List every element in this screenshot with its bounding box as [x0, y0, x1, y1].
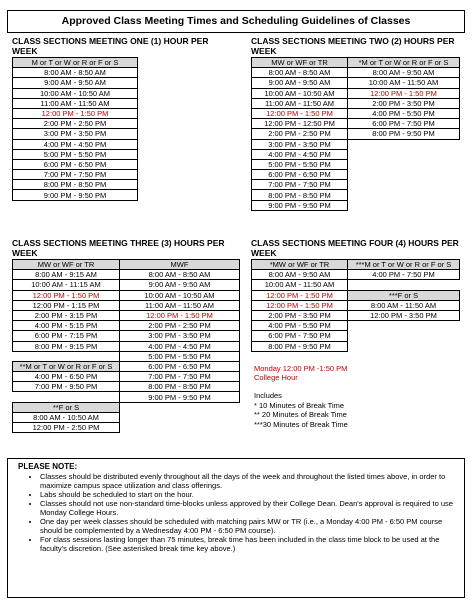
time-slot-cell: 5:00 PM - 5:50 PM	[13, 149, 138, 159]
table-row	[252, 78, 460, 88]
table-row	[13, 300, 240, 310]
time-slot-cell: 12:00 PM - 1:50 PM	[252, 290, 348, 300]
time-slot-cell: 4:00 PM - 4:50 PM	[252, 149, 348, 159]
time-slot-cell: 8:00 AM - 8:50 AM	[13, 68, 138, 78]
column-header: M or T or W or R or F or S	[13, 58, 138, 68]
table-row	[252, 119, 460, 129]
three-hours-section	[12, 239, 240, 433]
empty-cell	[120, 423, 240, 433]
table-row	[252, 270, 460, 280]
time-slot-cell: 3:00 PM - 3:50 PM	[13, 129, 138, 139]
time-slot-cell: 12:00 PM - 1:50 PM	[13, 108, 138, 118]
empty-cell	[348, 321, 460, 331]
table-row	[13, 139, 138, 149]
time-slot-cell: 6:00 PM - 7:50 PM	[348, 119, 460, 129]
time-slot-cell: 6:00 PM - 7:50 PM	[252, 331, 348, 341]
college-hour-note: Monday 12:00 PM -1:50 PM College Hour	[254, 364, 348, 382]
time-slot-cell: 2:00 PM - 2:50 PM	[120, 321, 240, 331]
table-row	[13, 98, 138, 108]
empty-cell	[348, 190, 460, 200]
table-row	[13, 88, 138, 98]
time-slot-cell: 5:00 PM - 5:50 PM	[120, 351, 240, 361]
time-slot-cell: 2:00 PM - 3:15 PM	[13, 310, 120, 320]
table-row	[252, 280, 460, 290]
time-slot-cell: 4:00 PM - 7:50 PM	[348, 270, 460, 280]
table-row	[13, 78, 138, 88]
table-row	[13, 149, 138, 159]
break-key-item: ** 20 Minutes of Break Time	[254, 410, 347, 419]
time-slot-cell: 11:00 AM - 11:50 AM	[252, 98, 348, 108]
break-key-item: ***30 Minutes of Break Time	[254, 419, 348, 429]
table-row	[13, 260, 240, 270]
empty-cell	[13, 392, 120, 402]
table-row	[13, 270, 240, 280]
table-row	[252, 139, 460, 149]
time-slot-cell: 12:00 PM - 1:50 PM	[13, 290, 120, 300]
time-slot-cell: 10:00 AM - 10:50 AM	[120, 290, 240, 300]
time-slot-cell: 4:00 PM - 5:50 PM	[348, 108, 460, 118]
time-slot-cell: 8:00 AM - 10:50 AM	[13, 412, 120, 422]
empty-cell	[348, 200, 460, 210]
table-row	[13, 351, 240, 361]
time-slot-cell: 4:00 PM - 4:50 PM	[120, 341, 240, 351]
time-slot-cell: 8:00 PM - 9:50 PM	[252, 341, 348, 351]
time-slot-cell: 8:00 PM - 8:50 PM	[252, 190, 348, 200]
time-slot-cell: 7:00 PM - 7:50 PM	[13, 170, 138, 180]
time-slot-cell: 7:00 PM - 7:50 PM	[252, 180, 348, 190]
time-slot-cell: 4:00 PM - 4:50 PM	[13, 139, 138, 149]
table-row	[13, 180, 138, 190]
notes-list	[18, 472, 454, 553]
time-slot-cell: 7:00 PM - 7:50 PM	[120, 372, 240, 382]
table-row	[13, 392, 240, 402]
table-row	[252, 170, 460, 180]
table-row	[13, 412, 240, 422]
time-slot-cell: 2:00 PM - 2:50 PM	[13, 119, 138, 129]
table-row	[252, 58, 460, 68]
time-slot-cell: 6:00 PM - 7:15 PM	[13, 331, 120, 341]
table-row	[13, 321, 240, 331]
column-header: **F or S	[13, 402, 120, 412]
time-slot-cell: 12:00 PM - 3:50 PM	[348, 310, 460, 320]
time-slot-cell: 8:00 AM - 8:50 AM	[252, 68, 348, 78]
four-hours-table	[251, 259, 460, 352]
break-key-item: * 10 Minutes of Break Time	[254, 400, 345, 410]
table-row	[13, 159, 138, 169]
four-hours-section	[251, 239, 460, 352]
time-slot-cell: 2:00 PM - 3:50 PM	[348, 98, 460, 108]
table-row	[252, 129, 460, 139]
time-slot-cell: 5:00 PM - 5:50 PM	[252, 159, 348, 169]
time-slot-cell: 9:00 PM - 9:50 PM	[252, 200, 348, 210]
two-hours-section	[251, 37, 460, 211]
time-slot-cell: 12:00 PM - 1:50 PM	[348, 88, 460, 98]
empty-cell	[348, 170, 460, 180]
table-row	[13, 331, 240, 341]
table-row	[252, 149, 460, 159]
table-row	[252, 200, 460, 210]
empty-cell	[348, 159, 460, 169]
table-row	[252, 180, 460, 190]
time-slot-cell: 9:00 AM - 9:50 AM	[13, 78, 138, 88]
time-slot-cell: 12:00 PM - 1:50 PM	[252, 300, 348, 310]
note-item: • Classes should not use non-standard time-blocks unless approved by their College Dean. Dean's approval is required to use Monday College Hours.	[40, 499, 454, 517]
notes-title: PLEASE NOTE:	[18, 462, 78, 471]
time-slot-cell: 10:00 AM - 10:50 AM	[13, 88, 138, 98]
time-slot-cell: 11:00 AM - 11:50 AM	[13, 98, 138, 108]
table-row	[13, 108, 138, 118]
table-row	[252, 260, 460, 270]
time-slot-cell: 8:00 PM - 9:15 PM	[13, 341, 120, 351]
table-row	[252, 190, 460, 200]
column-header: MWF	[120, 260, 240, 270]
time-slot-cell: 8:00 PM - 8:50 PM	[120, 382, 240, 392]
time-slot-cell: 9:00 PM - 9:50 PM	[13, 190, 138, 200]
table-row	[13, 361, 240, 371]
one-hour-section	[12, 37, 208, 201]
empty-cell	[348, 180, 460, 190]
table-row	[13, 372, 240, 382]
note-item: • One day per week classes should be scheduled with matching pairs MW or TR (i.e., a Monday 4:00 PM - 6:50 PM course should be complemented by a Wednesday 4:00 PM - 6:50 PM course).	[40, 517, 454, 535]
note-item: • Classes should be distributed evenly throughout all the days of the week and throughout the listed times above, in order to maximize campus space utilization and class offerings.	[40, 472, 454, 490]
table-row	[252, 159, 460, 169]
time-slot-cell: 10:00 AM - 10:50 AM	[252, 88, 348, 98]
column-header: ***F or S	[348, 290, 460, 300]
three-hours-table	[12, 259, 240, 433]
table-row	[13, 280, 240, 290]
empty-cell	[348, 139, 460, 149]
empty-cell	[348, 331, 460, 341]
time-slot-cell: 12:00 PM - 1:50 PM	[120, 310, 240, 320]
time-slot-cell: 8:00 AM - 8:50 AM	[120, 270, 240, 280]
notes-box	[7, 458, 465, 598]
column-header: ***M or T or W or R or F or S	[348, 260, 460, 270]
table-row	[252, 341, 460, 351]
time-slot-cell: 9:00 PM - 9:50 PM	[120, 392, 240, 402]
break-time-key: Includes * 10 Minutes of Break Time ** 20 Minutes of Break Time ***30 Minutes of Break Time	[254, 391, 348, 429]
time-slot-cell: 4:00 PM - 6:50 PM	[13, 372, 120, 382]
time-slot-cell: 2:00 PM - 2:50 PM	[252, 129, 348, 139]
time-slot-cell: 6:00 PM - 6:50 PM	[13, 159, 138, 169]
table-row	[13, 402, 240, 412]
table-row	[13, 310, 240, 320]
time-slot-cell: 12:00 PM - 2:50 PM	[13, 423, 120, 433]
note-item: • For class sessions lasting longer than 75 minutes, break time has been included in the class time block to be used at the faculty's discretion. (See asterisked break time key above.)	[40, 535, 454, 553]
two-hours-heading: CLASS SECTIONS MEETING TWO (2) HOURS PER WEEK	[251, 36, 455, 56]
table-row	[252, 321, 460, 331]
empty-cell	[348, 280, 460, 290]
time-slot-cell: 11:00 AM - 11:50 AM	[120, 300, 240, 310]
time-slot-cell: 10:00 AM - 11:15 AM	[13, 280, 120, 290]
time-slot-cell: 9:00 AM - 9:50 AM	[252, 78, 348, 88]
four-hours-heading: CLASS SECTIONS MEETING FOUR (4) HOURS PER WEEK	[251, 238, 459, 258]
table-row	[13, 58, 138, 68]
empty-cell	[120, 402, 240, 412]
time-slot-cell: 12:00 PM - 1:50 PM	[252, 108, 348, 118]
column-header: MW or WF or TR	[252, 58, 348, 68]
table-row	[13, 341, 240, 351]
empty-cell	[348, 341, 460, 351]
table-row	[13, 170, 138, 180]
column-header: *M or T or W or R or F or S	[348, 58, 460, 68]
table-row	[252, 108, 460, 118]
time-slot-cell: 12:00 PM - 12:50 PM	[252, 119, 348, 129]
time-slot-cell: 7:00 PM - 9:50 PM	[13, 382, 120, 392]
table-row	[13, 129, 138, 139]
three-hours-heading: CLASS SECTIONS MEETING THREE (3) HOURS PER WEEK	[12, 238, 225, 258]
table-row	[13, 423, 240, 433]
table-row	[252, 290, 460, 300]
time-slot-cell: 4:00 PM - 5:15 PM	[13, 321, 120, 331]
time-slot-cell: 8:00 AM - 9:50 AM	[348, 68, 460, 78]
table-row	[252, 98, 460, 108]
time-slot-cell: 8:00 PM - 9:50 PM	[348, 129, 460, 139]
time-slot-cell: 4:00 PM - 5:50 PM	[252, 321, 348, 331]
column-header: *MW or WF or TR	[252, 260, 348, 270]
empty-cell	[348, 149, 460, 159]
note-item: • Labs should be scheduled to start on the hour.	[40, 490, 454, 499]
page-title: Approved Class Meeting Times and Scheduling Guidelines of Classes	[7, 10, 465, 33]
time-slot-cell: 10:00 AM - 11:50 AM	[348, 78, 460, 88]
time-slot-cell: 10:00 AM - 11:50 AM	[252, 280, 348, 290]
time-slot-cell: 8:00 AM - 11:50 AM	[348, 300, 460, 310]
time-slot-cell: 8:00 AM - 9:15 AM	[13, 270, 120, 280]
time-slot-cell: 6:00 PM - 6:50 PM	[252, 170, 348, 180]
time-slot-cell: 6:00 PM - 6:50 PM	[120, 361, 240, 371]
one-hour-heading: CLASS SECTIONS MEETING ONE (1) HOUR PER WEEK	[12, 36, 209, 56]
table-row	[13, 382, 240, 392]
one-hour-table	[12, 57, 138, 201]
time-slot-cell: 2:00 PM - 3:50 PM	[252, 310, 348, 320]
time-slot-cell: 12:00 PM - 1:15 PM	[13, 300, 120, 310]
column-header: **M or T or W or R or F or S	[13, 361, 120, 371]
table-row	[13, 68, 138, 78]
table-row	[252, 68, 460, 78]
time-slot-cell: 8:00 AM - 9:50 AM	[252, 270, 348, 280]
time-slot-cell: 8:00 PM - 8:50 PM	[13, 180, 138, 190]
table-row	[13, 290, 240, 300]
table-row	[13, 119, 138, 129]
empty-cell	[13, 351, 120, 361]
column-header: MW or WF or TR	[13, 260, 120, 270]
table-row	[13, 190, 138, 200]
time-slot-cell: 3:00 PM - 3:50 PM	[120, 331, 240, 341]
time-slot-cell: 9:00 AM - 9:50 AM	[120, 280, 240, 290]
empty-cell	[120, 412, 240, 422]
table-row	[252, 88, 460, 98]
table-row	[252, 310, 460, 320]
two-hours-table	[251, 57, 460, 211]
time-slot-cell: 3:00 PM - 3:50 PM	[252, 139, 348, 149]
table-row	[252, 331, 460, 341]
table-row	[252, 300, 460, 310]
